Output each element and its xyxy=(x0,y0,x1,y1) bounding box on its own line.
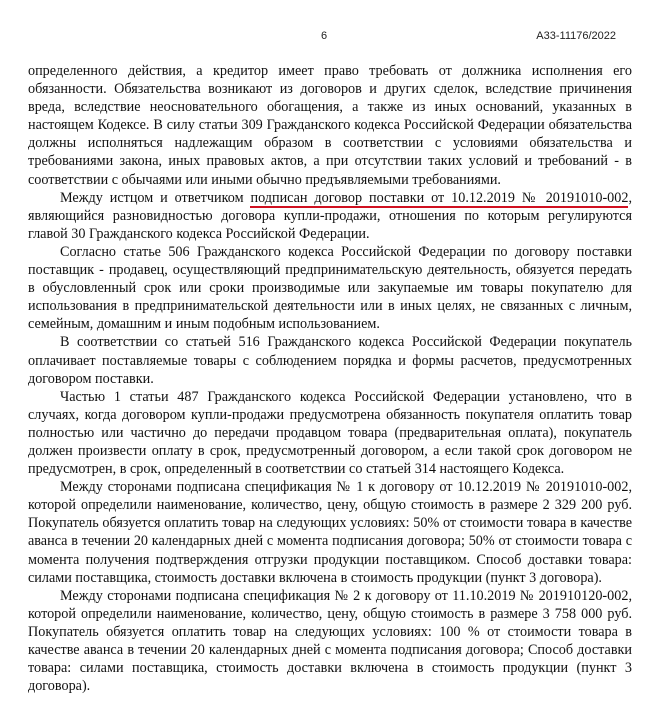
document-body xyxy=(28,62,632,695)
paragraph-specification-2: Между сторонами подписана спецификация № 2 к договору от 11.10.2019 № 201910120-002, которой определили наименование, количество, цену, общую стоимость в размере 3 758 000 руб. Покупатель обязуется оплатить товар на следующих условиях: 100 % от стоимости товара в качестве аванса в течении 20 календарных дней с момента подписания договора; Способ доставки товара: силами поставщика, стоимость доставки включена в стоимость продукции (пункт 3 договора). xyxy=(28,587,632,695)
paragraph-article-516: В соответствии со статьей 516 Гражданского кодекса Российской Федерации покупатель оплачивает поставляемые товары с соблюдением порядка и формы расчетов, предусмотренных договором поставки. xyxy=(28,334,632,387)
paragraph-article-506: Согласно статье 506 Гражданского кодекса Российской Федерации по договору поставки поставщик - продавец, осуществляющий предпринимательскую деятельность, обязуется передать в обусловленный срок или сроки производимые или закупаемые им товары покупателю для использования в предпринимательской деятельности или в иных целях, не связанных с личным, семейным, домашним и иным подобным использованием. xyxy=(28,243,632,333)
paragraph-contract-tail: , являющийся разновидностью договора купли-продажи, отношения по которым регулируются главой 30 Гражданского кодекса Российской Федерации. xyxy=(28,189,632,242)
case-number: А33-11176/2022 xyxy=(536,30,616,42)
page-header xyxy=(0,30,650,50)
highlighted-contract-reference: подписан договор поставки от 10.12.2019 № 20191010-002 xyxy=(250,189,629,206)
page-number: 6 xyxy=(321,30,328,42)
paragraph-obligations: определенного действия, а кредитор имеет право требовать от должника исполнения его обязанности. Обязательства возникают из договоров и других сделок, вследствие причинения вреда, вследствие неосновательного обогащения, а также из иных оснований, указанных в настоящем Кодексе. В силу статьи 309 Гражданского кодекса Российской Федерации обязательства должны исполняться надлежащим образом в соответствии с условиями обязательства и требованиями закона, иных правовых актов, а при отсутствии таких условий и требований - в соответствии с обычаями или иными обычно предъявляемыми требованиями. xyxy=(28,63,632,188)
paragraph-specification-1: Между сторонами подписана спецификация № 1 к договору от 10.12.2019 № 20191010-002, которой определили наименование, количество, цену, общую стоимость в размере 2 329 200 руб. Покупатель обязуется оплатить товар на следующих условиях: 50% от стоимости товара в качестве аванса в течении 20 календарных дней с момента подписания договора; 50% от стоимости товара с момента получения подтверждения отгрузки продукции поставщиком. Способ доставки товара: силами поставщика, стоимость доставки включена в стоимость продукции (пункт 3 договора). xyxy=(28,479,632,586)
paragraph-article-487: Частью 1 статьи 487 Гражданского кодекса Российской Федерации установлено, что в случаях, когда договором купли-продажи предусмотрена обязанность покупателя оплатить товар полностью или частично до передачи продавцом товара (предварительная оплата), покупатель должен произвести оплату в срок, предусмотренный договором, а если такой срок договором не предусмотрен, в срок, определенный в соответствии со статьей 314 настоящего Кодекса. xyxy=(28,388,632,478)
paragraph-contract-lead: Между истцом и ответчиком xyxy=(60,189,251,206)
paragraph-contract xyxy=(28,189,632,243)
